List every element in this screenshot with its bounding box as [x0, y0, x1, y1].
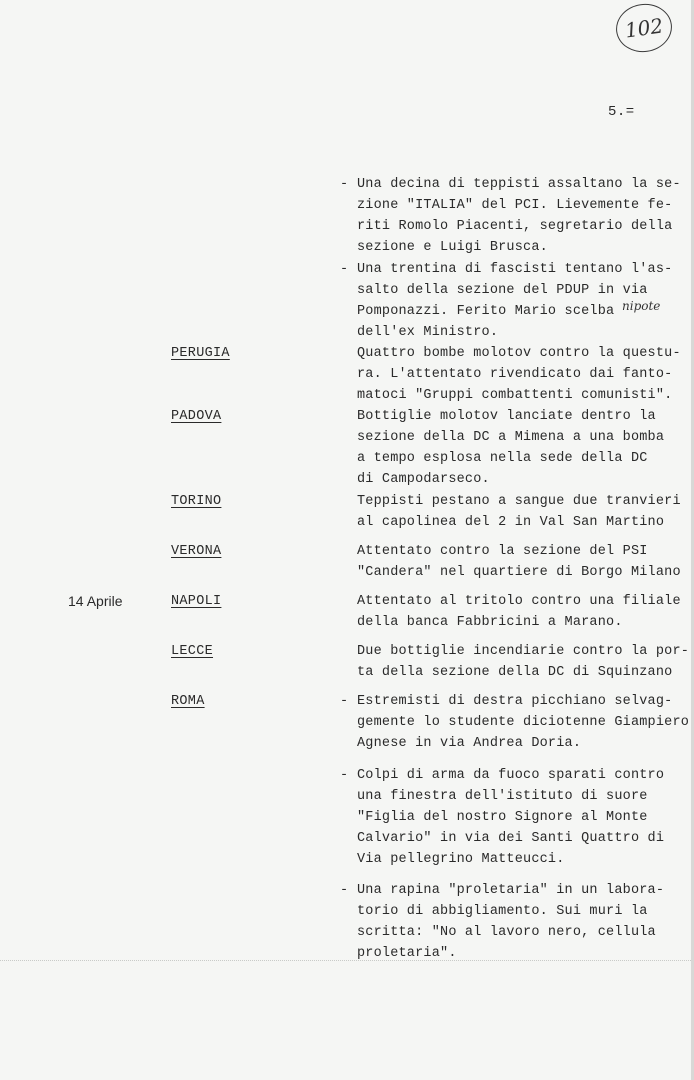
city-napoli: NAPOLI	[171, 594, 222, 609]
entry-line: ta della sezione della DC di Squinzano	[357, 665, 673, 680]
entry-line: ra. L'attentato rivendicato dai fanto-	[357, 367, 673, 382]
city-perugia: PERUGIA	[171, 346, 230, 361]
entry-line: proletaria".	[357, 946, 457, 961]
entry-line: di Campodarseco.	[357, 472, 490, 487]
archive-stamp	[613, 0, 675, 55]
entry-line: Colpi di arma da fuoco sparati contro	[357, 768, 665, 783]
entry-line: Via pellegrino Matteucci.	[357, 852, 565, 867]
entry-line: scritta: "No al lavoro nero, cellula	[357, 925, 656, 940]
entry-line: matoci "Gruppi combattenti comunisti".	[357, 388, 673, 403]
city-roma: ROMA	[171, 694, 205, 709]
bullet-dash: -	[340, 262, 349, 277]
entry-line: Due bottiglie incendiarie contro la por-	[357, 644, 690, 659]
date-label: 14 Aprile	[68, 593, 123, 609]
page-number: 5.=	[608, 104, 635, 120]
entry-line: Attentato contro la sezione del PSI	[357, 544, 648, 559]
entry-line: salto della sezione del PDUP in via	[357, 283, 648, 298]
city-lecce: LECCE	[171, 644, 214, 659]
handwritten-note: nipote	[622, 299, 661, 313]
bullet-dash: -	[340, 694, 349, 709]
entry-line: una finestra dell'istituto di suore	[357, 789, 648, 804]
scan-artifact-line	[0, 960, 691, 962]
stamp-number: 102	[623, 13, 665, 43]
entry-line: Attentato al tritolo contro una filiale	[357, 594, 681, 609]
entry-line: torio di abbigliamento. Sui muri la	[357, 904, 648, 919]
entry-line: Estremisti di destra picchiano selvag-	[357, 694, 673, 709]
entry-line: "Candera" nel quartiere di Borgo Milano	[357, 565, 681, 580]
entry-line: Agnese in via Andrea Doria.	[357, 736, 582, 751]
bullet-dash: -	[340, 177, 349, 192]
entry-line: zione "ITALIA" del PCI. Lievemente fe-	[357, 198, 673, 213]
entry-line: al capolinea del 2 in Val San Martino	[357, 515, 665, 530]
entry-line: gemente lo studente diciotenne Giampiero	[357, 715, 690, 730]
city-torino: TORINO	[171, 494, 222, 509]
entry-line: "Figlia del nostro Signore al Monte	[357, 810, 648, 825]
entry-line: riti Romolo Piacenti, segretario della	[357, 219, 673, 234]
entry-line: sezione della DC a Mimena a una bomba	[357, 430, 665, 445]
entry-line: Quattro bombe molotov contro la questu-	[357, 346, 681, 361]
entry-line: dell'ex Ministro.	[357, 325, 499, 340]
entry-line: Pomponazzi. Ferito Mario scelba	[357, 304, 615, 319]
entry-line: Calvario" in via dei Santi Quattro di	[357, 831, 665, 846]
city-padova: PADOVA	[171, 409, 222, 424]
entry-line: Una trentina di fascisti tentano l'as-	[357, 262, 673, 277]
entry-line: Una decina di teppisti assaltano la se-	[357, 177, 681, 192]
entry-line: Una rapina "proletaria" in un labora-	[357, 883, 665, 898]
bullet-dash: -	[340, 883, 349, 898]
city-verona: VERONA	[171, 544, 222, 559]
bullet-dash: -	[340, 768, 349, 783]
entry-line: Teppisti pestano a sangue due tranvieri	[357, 494, 681, 509]
entry-line: Bottiglie molotov lanciate dentro la	[357, 409, 656, 424]
entry-line: della banca Fabbricini a Marano.	[357, 615, 623, 630]
entry-line: sezione e Luigi Brusca.	[357, 240, 548, 255]
entry-line: a tempo esplosa nella sede della DC	[357, 451, 648, 466]
